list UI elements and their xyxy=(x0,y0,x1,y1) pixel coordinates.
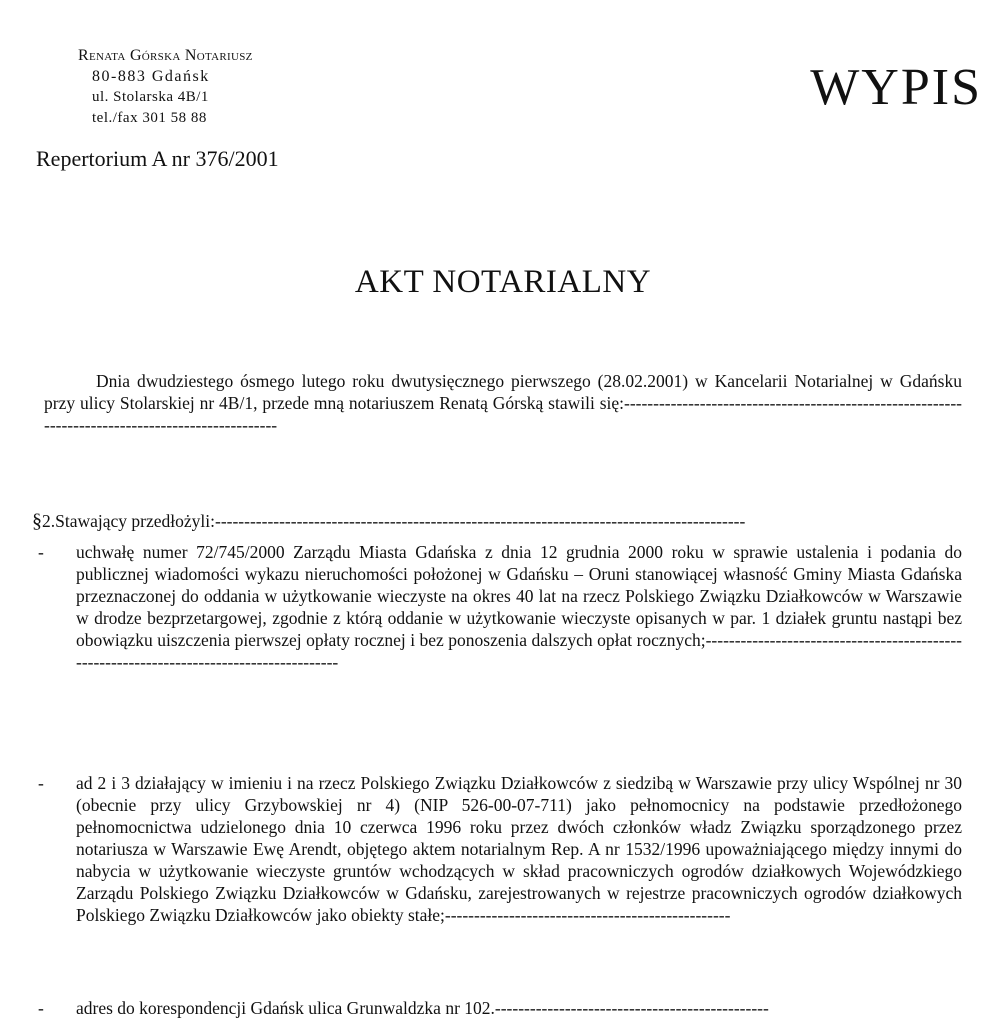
section-heading xyxy=(32,510,972,532)
document-title: AKT NOTARIALNY xyxy=(354,264,652,300)
notary-phone: tel./fax 301 58 88 xyxy=(92,110,207,126)
list-dash: - xyxy=(38,773,44,793)
repertorium-number: Repertorium A nr 376/2001 xyxy=(36,146,279,171)
list-item-text: adres do korespondencji Gdańsk ulica Grunwaldzka nr 102.----------------------------------------------- xyxy=(76,998,769,1018)
notary-letterhead xyxy=(78,45,378,129)
list-item-text: uchwałę numer 72/745/2000 Zarządu Miasta Gdańska z dnia 12 grudnia 2000 roku w sprawie ustalenia i podania do publicznej wiadomości wykazu nieruchomości położonej w Gdańsku – Oruni stanowiącej własność Gminy Miasta Gdańska przeznaczonej do oddania w użytkowanie wieczyste na okres 40 lat na rzecz Polskiego Związku Działkowców w Warszawie w drodze bezprzetargowej, zgodnie z którą oddanie w użytkowanie wieczyste opisanych w par. 1 działek gruntu nastąpi bez obowiązku uiszczenia pierwszej opłaty rocznej i bez ponoszenia dalszych opłat rocznych;----------------------------------------------------------------------------------------- xyxy=(76,542,962,672)
paragraph-symbol: § xyxy=(32,510,42,532)
section-heading-text: 2.Stawający przedłożyli:------------------------------------------------------------------------------------------- xyxy=(42,511,746,531)
list-dash: - xyxy=(38,998,44,1018)
list-item-text: ad 2 i 3 działający w imieniu i na rzecz Polskiego Związku Działkowców z siedzibą w Warszawie przy ulicy Wspólnej nr 30 (obecnie przy ulicy Grzybowskiej nr 4) (NIP 526-00-07-711) jako pełnomocnicy na podstawie przedłożonego pełnomocnictwa udzielonego dnia 10 czerwca 1996 roku przez dwóch członków władz Związku sporządzonego przez notariusza w Warszawie Ewę Arendt, objętego aktem notarialnym Rep. A nr 1532/1996 upoważniającego między innymi do nabycia w użytkowanie wieczyste gruntów wchodzących w skład pracowniczych ogrodów działkowych Wojewódzkiego Zarządu Polskiego Związku Działkowców w Gdańsku, zarejestrowanych w rejestrze pracowniczych ogrodów działkowych Polskiego Związku Działkowców jako obiekty stałe;------------------------------------------------- xyxy=(76,773,962,925)
list-dash: - xyxy=(38,542,44,562)
notary-city: 80-883 Gdańsk xyxy=(92,68,210,85)
intro-paragraph: Dnia dwudziestego ósmego lutego roku dwutysięcznego pierwszego (28.02.2001) w Kancelarii Notarialnej w Gdańsku przy ulicy Stolarskiej nr 4B/1, przede mną notariuszem Renatą Górską stawili się:-------------------------------------------------------------------------------------------------- xyxy=(44,371,962,435)
list-item xyxy=(32,997,962,1019)
list-item xyxy=(32,772,962,926)
list-item xyxy=(32,541,962,673)
notary-office-name: Renata Górska Notariusz xyxy=(78,47,253,64)
notary-street: ul. Stolarska 4B/1 xyxy=(92,89,209,105)
copy-stamp: WYPIS xyxy=(810,59,982,116)
